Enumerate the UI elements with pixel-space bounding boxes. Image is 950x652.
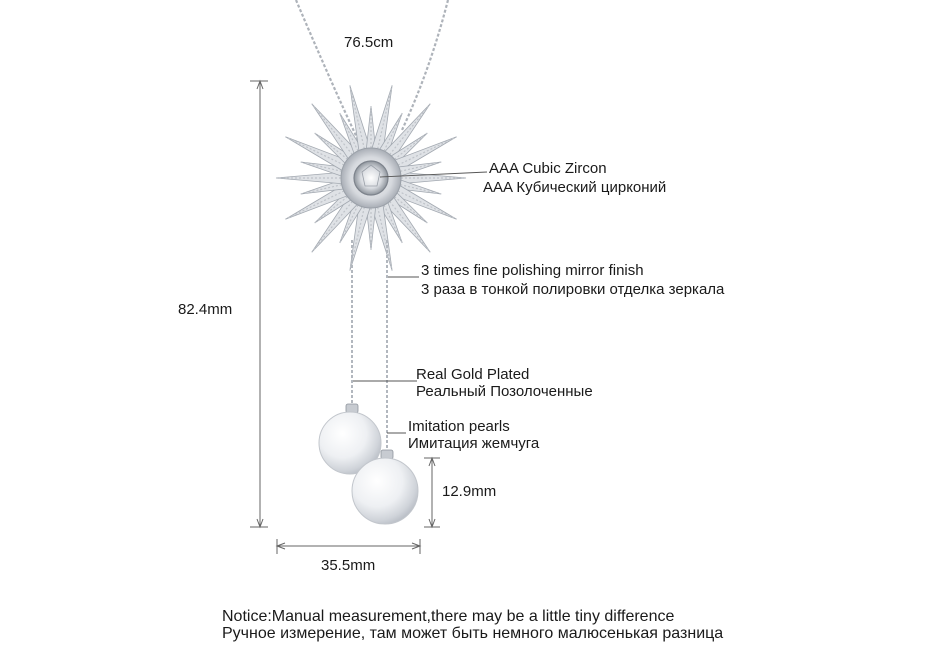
chain-left [296, 0, 358, 140]
callout-pearls-ru: Имитация жемчуга [408, 435, 540, 452]
callout-plating-en: Real Gold Plated [416, 366, 530, 383]
notice-en: Notice:Manual measurement,there may be a little tiny difference [222, 608, 675, 625]
callout-zircon-en: AAA Cubic Zircon [489, 160, 607, 177]
center-zircon [354, 161, 388, 195]
callout-polish-ru: 3 раза в тонкой полировки отделка зеркала [421, 281, 725, 298]
callout-zircon-ru: AAA Кубический цирконий [483, 179, 667, 196]
callout-pearls-en: Imitation pearls [408, 418, 510, 435]
chain-length-label: 76.5cm [344, 34, 394, 51]
callout-plating-ru: Реальный Позолоченные [416, 383, 593, 400]
pendant-width-label: 35.5mm [321, 557, 376, 574]
pendant-height-label: 82.4mm [178, 301, 233, 318]
notice-ru: Ручное измерение, там может быть немного малюсенькая разница [222, 625, 724, 642]
pearl-diameter-label: 12.9mm [442, 483, 497, 500]
callout-polish-en: 3 times fine polishing mirror finish [421, 262, 644, 279]
pearl-lower [352, 458, 418, 524]
